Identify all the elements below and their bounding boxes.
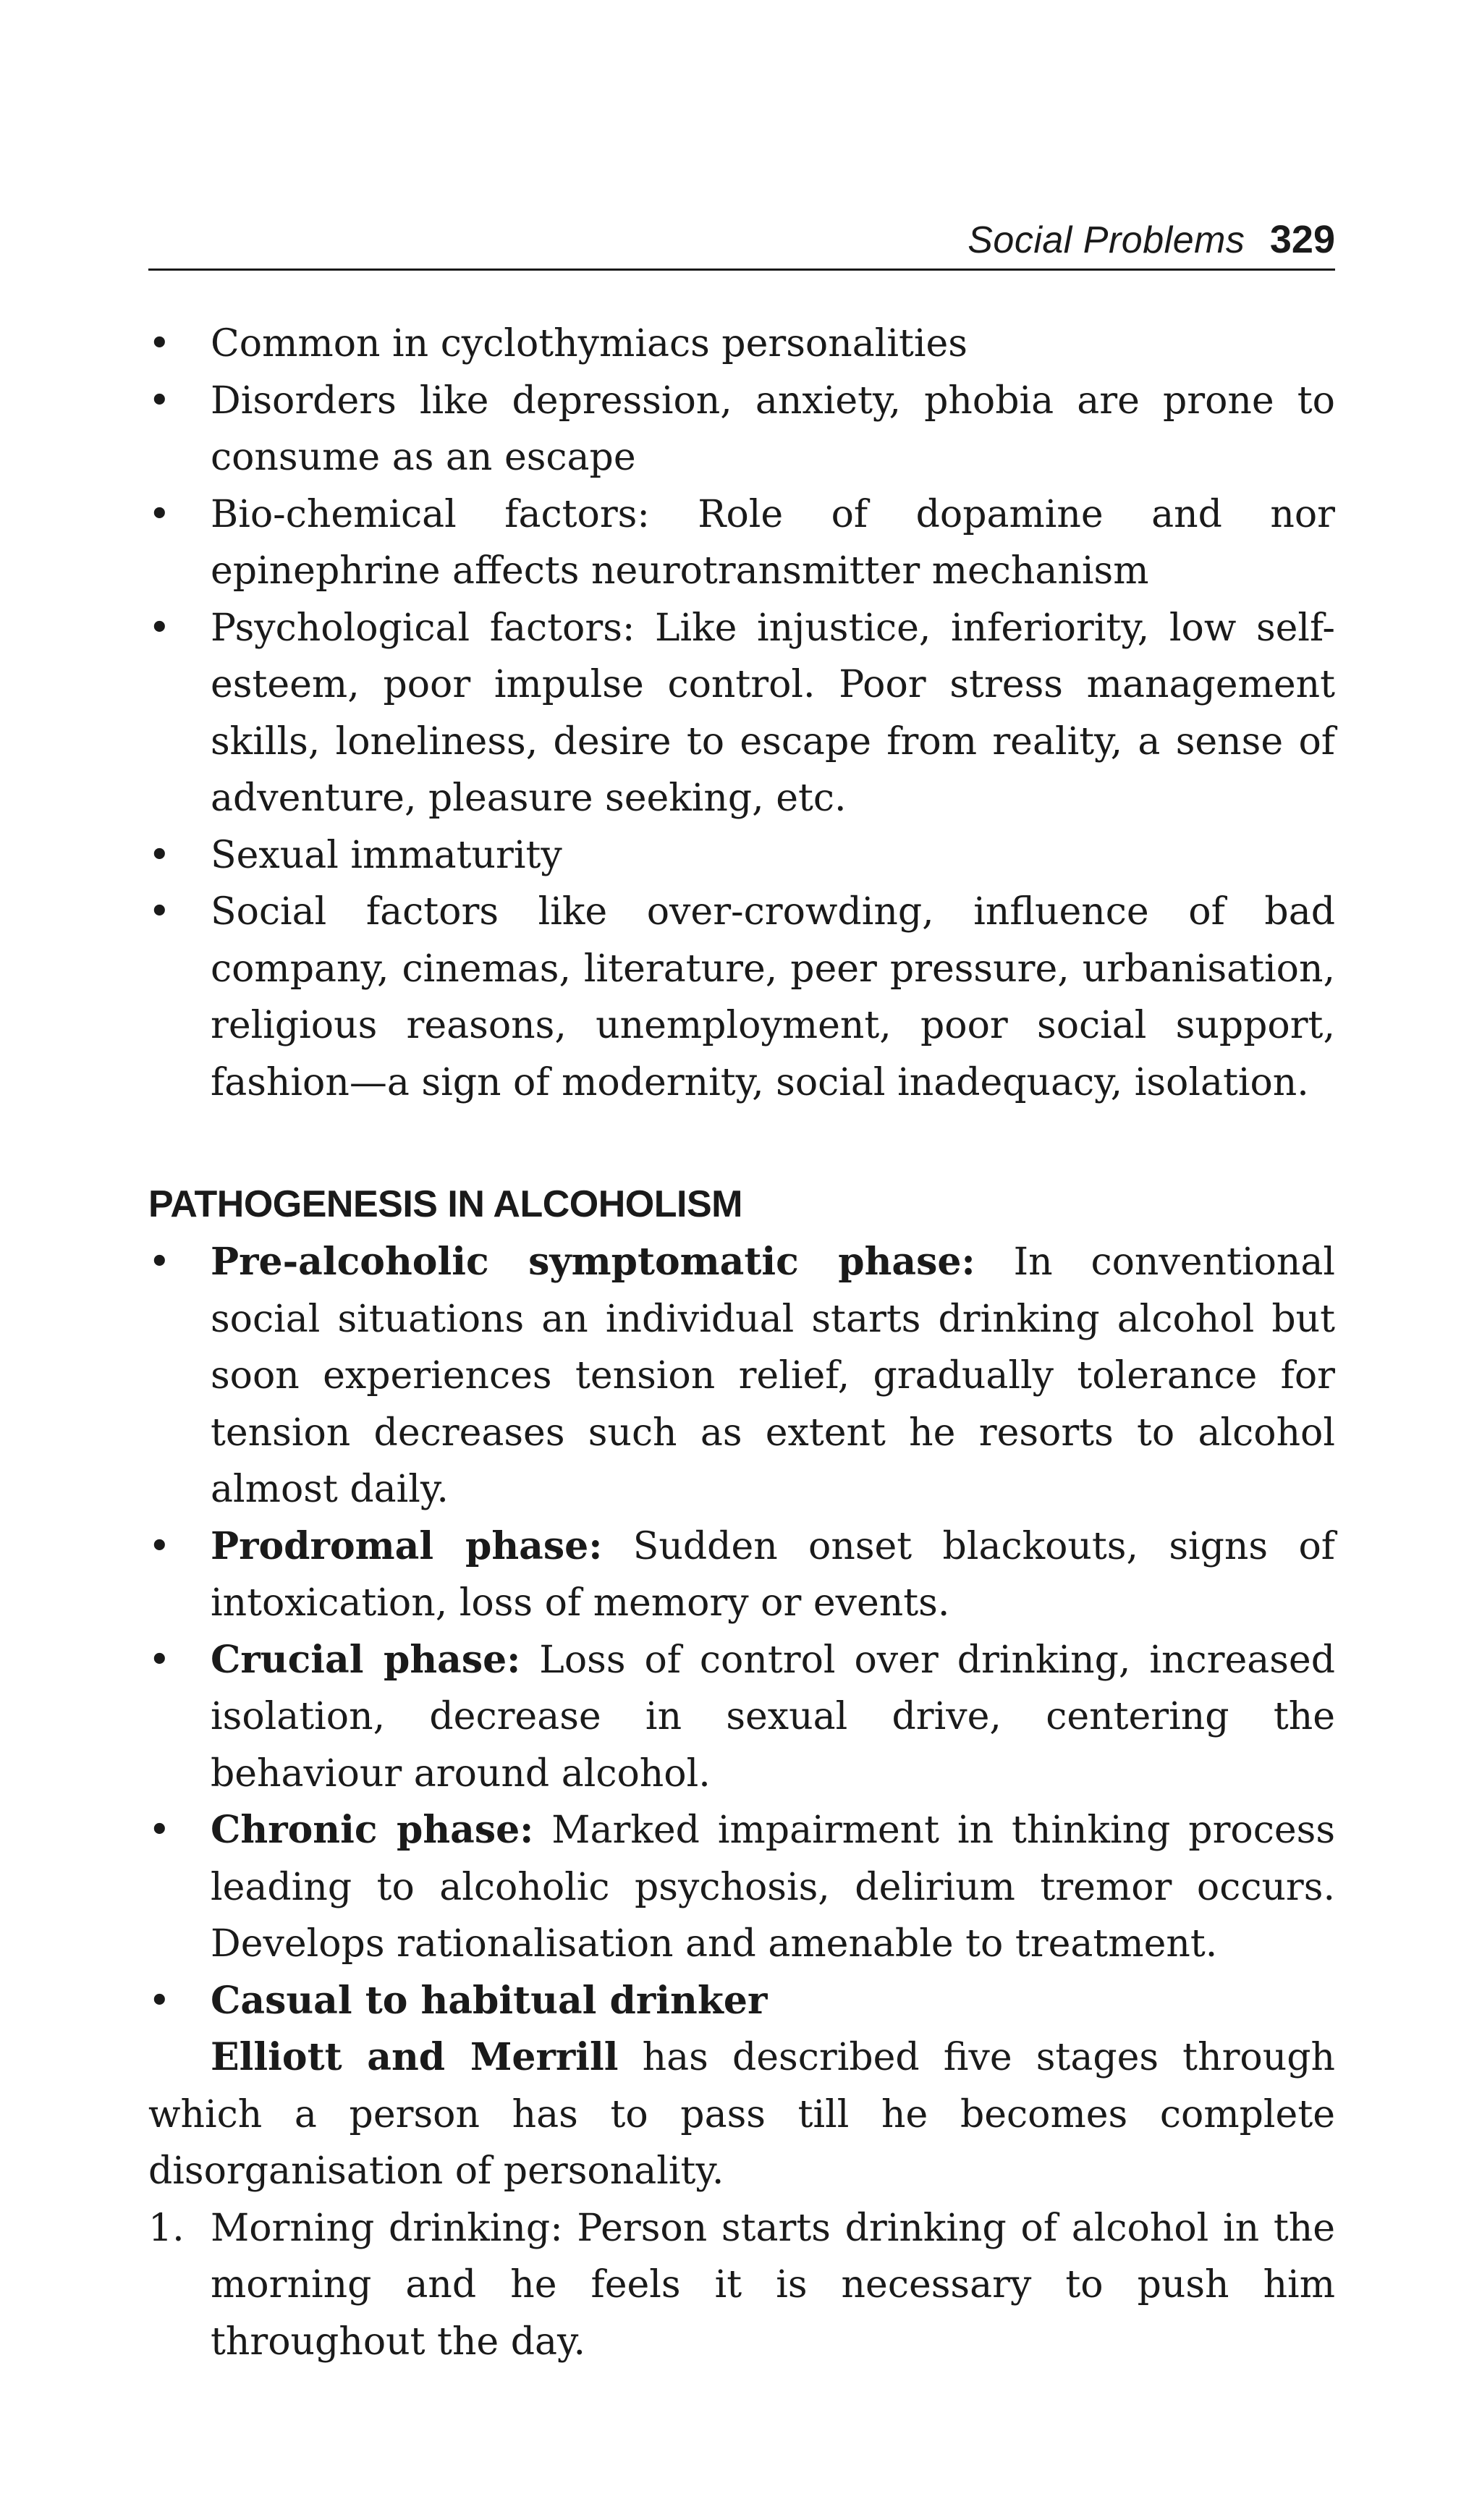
bullet-icon: •	[148, 1638, 171, 1682]
page-number: 329	[1269, 218, 1335, 261]
phase-description: In conventional social situations an individual starts drinking alcohol but soon experiences tension relief, gradually tolerance for tension decreases such as extent he resorts to alcohol almost daily.	[211, 1240, 1336, 1511]
section-heading: PATHOGENESIS IN ALCOHOLISM	[148, 1183, 742, 1225]
phase-term: Casual to habitual drinker	[211, 1978, 768, 2023]
bullet-icon: •	[148, 1809, 171, 1852]
paragraph-lead: Elliott and Merrill	[211, 2035, 619, 2079]
phases-list	[148, 1234, 1335, 2029]
list-item	[148, 1802, 1335, 1973]
list-item-text: Sexual immaturity	[211, 833, 562, 877]
bullet-icon: •	[148, 890, 171, 934]
phase-term: Chronic phase:	[211, 1808, 534, 1852]
list-item-text: Psychological factors: Like injustice, inferiority, low self-esteem, poor impulse control. Poor stress management skills, loneliness, desire to escape from reality, a sense of adventure, pleasure seeking, etc.	[211, 606, 1335, 820]
list-item	[148, 1518, 1335, 1632]
paragraph-text: has described five stages through which a person has to pass till he becomes complete disorganisation of personality.	[148, 2036, 1335, 2193]
phase-description: Sudden onset blackouts, signs of intoxication, loss of memory or events.	[211, 1524, 1336, 1625]
page-header	[148, 214, 1335, 271]
list-item	[148, 1973, 1335, 2030]
page-body	[148, 316, 1335, 2370]
body-paragraph	[148, 2029, 1335, 2200]
list-item-text: Morning drinking: Person starts drinking of alcohol in the morning and he feels it is necessary to push him throughout the day.	[211, 2206, 1335, 2364]
list-item	[148, 486, 1335, 600]
list-item	[148, 316, 1335, 373]
phase-term: Prodromal phase:	[211, 1523, 603, 1568]
bullet-icon: •	[148, 379, 171, 423]
bullet-icon: •	[148, 1240, 171, 1284]
phase-description: Loss of control over drinking, increased isolation, decrease in sexual drive, centering the behaviour around alcohol.	[211, 1638, 1335, 1796]
stages-list	[148, 2200, 1335, 2371]
bullet-icon: •	[148, 492, 171, 536]
list-item-text: Disorders like depression, anxiety, phobia are prone to consume as an escape	[211, 379, 1335, 479]
list-item	[148, 2200, 1335, 2371]
phase-term: Crucial phase:	[211, 1637, 521, 1682]
list-item	[148, 884, 1335, 1111]
list-item	[148, 1632, 1335, 1803]
list-item-text: Social factors like over-crowding, influence of bad company, cinemas, literature, peer pressure, urbanisation, religious reasons, unemployment, poor social support, fashion—a sign of modernity, social inadequacy, isolation.	[211, 890, 1335, 1104]
list-item	[148, 1234, 1335, 1518]
list-item	[148, 600, 1335, 827]
list-number: 1.	[148, 2206, 185, 2250]
factors-list	[148, 316, 1335, 1111]
bullet-icon: •	[148, 1524, 171, 1568]
bullet-icon: •	[148, 606, 171, 650]
list-item	[148, 827, 1335, 884]
list-item-text: Common in cyclothymiacs personalities	[211, 322, 967, 365]
bullet-icon: •	[148, 833, 171, 877]
phase-description: Marked impairment in thinking process leading to alcoholic psychosis, delirium tremor occurs. Develops rationalisation and amenable to treatment.	[211, 1809, 1335, 1966]
list-item-text: Bio-chemical factors: Role of dopamine and nor epinephrine affects neurotransmitter mechanism	[211, 492, 1335, 593]
phase-term: Pre-alcoholic symptomatic phase:	[211, 1240, 975, 1284]
list-item	[148, 373, 1335, 486]
bullet-icon: •	[148, 1979, 171, 2023]
running-title: Social Problems	[967, 219, 1245, 261]
bullet-icon: •	[148, 322, 171, 365]
